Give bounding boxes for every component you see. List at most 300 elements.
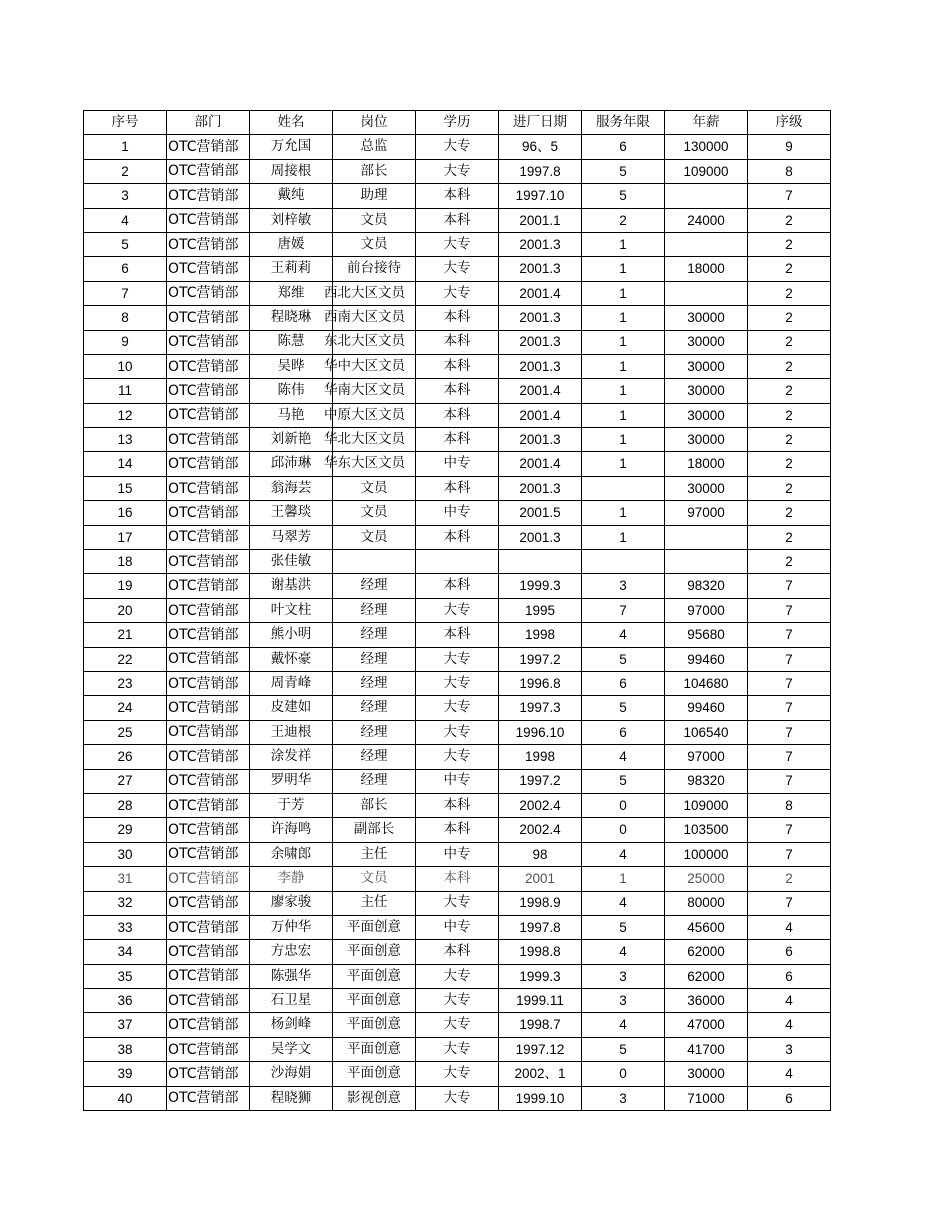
cell-index: 39 (84, 1062, 167, 1086)
cell-index: 28 (84, 793, 167, 817)
cell-education (416, 550, 499, 574)
cell-name: 万允国 (250, 135, 333, 159)
cell-service-years: 1 (582, 354, 665, 378)
cell-service-years: 1 (582, 501, 665, 525)
cell-index: 38 (84, 1037, 167, 1061)
header-grade: 序级 (748, 111, 831, 135)
cell-name: 陈伟 (250, 379, 333, 403)
cell-name: 沙海娟 (250, 1062, 333, 1086)
cell-service-years: 3 (582, 989, 665, 1013)
cell-salary: 130000 (665, 135, 748, 159)
cell-position: 经理 (333, 745, 416, 769)
cell-grade: 4 (748, 1062, 831, 1086)
cell-join-date: 98 (499, 842, 582, 866)
cell-service-years: 0 (582, 818, 665, 842)
cell-department: OTC营销部 (167, 940, 250, 964)
cell-join-date: 1999.3 (499, 964, 582, 988)
cell-education: 本科 (416, 476, 499, 500)
cell-join-date: 2001.3 (499, 428, 582, 452)
cell-grade: 7 (748, 671, 831, 695)
cell-grade: 7 (748, 647, 831, 671)
cell-name: 陈强华 (250, 964, 333, 988)
cell-department: OTC营销部 (167, 330, 250, 354)
cell-salary: 71000 (665, 1086, 748, 1110)
cell-service-years: 3 (582, 574, 665, 598)
cell-service-years: 1 (582, 306, 665, 330)
cell-join-date: 96、5 (499, 135, 582, 159)
cell-salary (665, 232, 748, 256)
cell-department: OTC营销部 (167, 574, 250, 598)
cell-join-date: 2001.1 (499, 208, 582, 232)
cell-name: 周青峰 (250, 671, 333, 695)
cell-education: 中专 (416, 501, 499, 525)
cell-education: 本科 (416, 184, 499, 208)
cell-name: 余啸郎 (250, 842, 333, 866)
cell-department: OTC营销部 (167, 208, 250, 232)
cell-department: OTC营销部 (167, 989, 250, 1013)
cell-index: 4 (84, 208, 167, 232)
cell-salary: 24000 (665, 208, 748, 232)
cell-education: 本科 (416, 306, 499, 330)
cell-service-years: 5 (582, 184, 665, 208)
header-department: 部门 (167, 111, 250, 135)
cell-department: OTC营销部 (167, 818, 250, 842)
cell-service-years: 4 (582, 891, 665, 915)
cell-position: 西北大区文员 (333, 281, 416, 305)
cell-education: 本科 (416, 208, 499, 232)
table-row (84, 647, 831, 671)
cell-salary: 95680 (665, 623, 748, 647)
cell-position: 西南大区文员 (333, 306, 416, 330)
cell-service-years: 4 (582, 1013, 665, 1037)
cell-salary: 99460 (665, 647, 748, 671)
cell-join-date: 1996.8 (499, 671, 582, 695)
cell-service-years: 1 (582, 525, 665, 549)
cell-name: 叶文柱 (250, 598, 333, 622)
cell-salary: 30000 (665, 403, 748, 427)
cell-department: OTC营销部 (167, 696, 250, 720)
cell-grade: 9 (748, 135, 831, 159)
cell-join-date: 2002.4 (499, 793, 582, 817)
cell-department: OTC营销部 (167, 257, 250, 281)
cell-join-date: 1997.2 (499, 647, 582, 671)
cell-grade: 2 (748, 330, 831, 354)
cell-index: 36 (84, 989, 167, 1013)
cell-position: 经理 (333, 696, 416, 720)
cell-position: 助理 (333, 184, 416, 208)
cell-salary: 47000 (665, 1013, 748, 1037)
cell-education: 本科 (416, 574, 499, 598)
cell-name: 杨剑峰 (250, 1013, 333, 1037)
cell-position: 影视创意 (333, 1086, 416, 1110)
table-row (84, 379, 831, 403)
cell-grade: 6 (748, 940, 831, 964)
cell-index: 13 (84, 428, 167, 452)
cell-service-years: 3 (582, 964, 665, 988)
cell-salary: 109000 (665, 159, 748, 183)
cell-join-date: 2001.5 (499, 501, 582, 525)
header-salary: 年薪 (665, 111, 748, 135)
cell-index: 31 (84, 867, 167, 891)
cell-join-date: 2001.3 (499, 257, 582, 281)
cell-join-date: 2001.4 (499, 281, 582, 305)
cell-education: 大专 (416, 671, 499, 695)
table-row (84, 159, 831, 183)
cell-index: 11 (84, 379, 167, 403)
table-row (84, 208, 831, 232)
cell-department: OTC营销部 (167, 403, 250, 427)
cell-position: 平面创意 (333, 1013, 416, 1037)
cell-name: 程晓琳 (250, 306, 333, 330)
cell-grade: 2 (748, 281, 831, 305)
cell-service-years (582, 550, 665, 574)
cell-department: OTC营销部 (167, 550, 250, 574)
cell-position (333, 550, 416, 574)
cell-salary: 30000 (665, 354, 748, 378)
cell-salary: 30000 (665, 330, 748, 354)
cell-grade: 7 (748, 598, 831, 622)
cell-department: OTC营销部 (167, 476, 250, 500)
table-row (84, 940, 831, 964)
cell-department: OTC营销部 (167, 232, 250, 256)
cell-index: 3 (84, 184, 167, 208)
cell-position: 文员 (333, 501, 416, 525)
cell-position: 主任 (333, 891, 416, 915)
cell-service-years: 5 (582, 915, 665, 939)
cell-join-date: 1996.10 (499, 720, 582, 744)
cell-index: 25 (84, 720, 167, 744)
cell-education: 本科 (416, 525, 499, 549)
cell-join-date (499, 550, 582, 574)
cell-join-date: 2001.3 (499, 330, 582, 354)
cell-name: 李静 (250, 867, 333, 891)
cell-grade: 7 (748, 745, 831, 769)
cell-index: 5 (84, 232, 167, 256)
cell-position: 经理 (333, 598, 416, 622)
cell-index: 17 (84, 525, 167, 549)
cell-service-years: 6 (582, 671, 665, 695)
cell-index: 26 (84, 745, 167, 769)
cell-department: OTC营销部 (167, 306, 250, 330)
cell-position: 总监 (333, 135, 416, 159)
cell-service-years: 5 (582, 1037, 665, 1061)
cell-index: 1 (84, 135, 167, 159)
cell-position: 华中大区文员 (333, 354, 416, 378)
cell-position: 文员 (333, 867, 416, 891)
cell-education: 本科 (416, 940, 499, 964)
cell-index: 10 (84, 354, 167, 378)
cell-join-date: 1998.7 (499, 1013, 582, 1037)
cell-service-years: 0 (582, 1062, 665, 1086)
table-row (84, 476, 831, 500)
cell-department: OTC营销部 (167, 281, 250, 305)
cell-department: OTC营销部 (167, 647, 250, 671)
cell-grade: 2 (748, 354, 831, 378)
cell-service-years: 2 (582, 208, 665, 232)
table-row (84, 867, 831, 891)
cell-salary (665, 525, 748, 549)
cell-index: 29 (84, 818, 167, 842)
cell-name: 程晓狮 (250, 1086, 333, 1110)
cell-education: 大专 (416, 989, 499, 1013)
cell-grade: 8 (748, 793, 831, 817)
cell-position: 经理 (333, 574, 416, 598)
cell-salary (665, 184, 748, 208)
cell-position: 主任 (333, 842, 416, 866)
cell-grade: 2 (748, 452, 831, 476)
cell-service-years: 5 (582, 159, 665, 183)
cell-position: 平面创意 (333, 989, 416, 1013)
cell-index: 37 (84, 1013, 167, 1037)
cell-join-date: 1999.3 (499, 574, 582, 598)
cell-education: 大专 (416, 745, 499, 769)
table-row (84, 428, 831, 452)
cell-department: OTC营销部 (167, 428, 250, 452)
table-row (84, 696, 831, 720)
cell-grade: 7 (748, 574, 831, 598)
cell-salary: 97000 (665, 598, 748, 622)
cell-name: 翁海芸 (250, 476, 333, 500)
cell-position: 东北大区文员 (333, 330, 416, 354)
cell-index: 33 (84, 915, 167, 939)
table-row (84, 720, 831, 744)
cell-join-date: 1998.9 (499, 891, 582, 915)
cell-name: 戴纯 (250, 184, 333, 208)
cell-salary: 30000 (665, 428, 748, 452)
cell-salary: 80000 (665, 891, 748, 915)
cell-index: 9 (84, 330, 167, 354)
table-row (84, 1037, 831, 1061)
cell-education: 本科 (416, 793, 499, 817)
cell-department: OTC营销部 (167, 1013, 250, 1037)
cell-salary (665, 281, 748, 305)
cell-join-date: 1999.10 (499, 1086, 582, 1110)
cell-grade: 2 (748, 867, 831, 891)
cell-salary (665, 550, 748, 574)
cell-service-years: 6 (582, 720, 665, 744)
cell-join-date: 1995 (499, 598, 582, 622)
cell-position: 中原大区文员 (333, 403, 416, 427)
cell-grade: 7 (748, 720, 831, 744)
table-row (84, 671, 831, 695)
cell-name: 吴学文 (250, 1037, 333, 1061)
cell-join-date: 2001.3 (499, 476, 582, 500)
cell-join-date: 2002.4 (499, 818, 582, 842)
cell-join-date: 2001.4 (499, 379, 582, 403)
cell-department: OTC营销部 (167, 1086, 250, 1110)
cell-index: 7 (84, 281, 167, 305)
cell-join-date: 2001.3 (499, 354, 582, 378)
cell-position: 平面创意 (333, 1037, 416, 1061)
cell-grade: 8 (748, 159, 831, 183)
cell-position: 华南大区文员 (333, 379, 416, 403)
cell-position: 华东大区文员 (333, 452, 416, 476)
header-index: 序号 (84, 111, 167, 135)
cell-position: 经理 (333, 647, 416, 671)
table-row (84, 574, 831, 598)
cell-education: 本科 (416, 623, 499, 647)
cell-grade: 6 (748, 964, 831, 988)
cell-index: 24 (84, 696, 167, 720)
cell-grade: 4 (748, 1013, 831, 1037)
cell-department: OTC营销部 (167, 867, 250, 891)
cell-department: OTC营销部 (167, 501, 250, 525)
cell-education: 大专 (416, 135, 499, 159)
header-position: 岗位 (333, 111, 416, 135)
table-row (84, 525, 831, 549)
table-row (84, 989, 831, 1013)
cell-position: 经理 (333, 769, 416, 793)
cell-join-date: 1999.11 (499, 989, 582, 1013)
cell-name: 王迪根 (250, 720, 333, 744)
cell-department: OTC营销部 (167, 745, 250, 769)
cell-salary: 103500 (665, 818, 748, 842)
cell-education: 大专 (416, 964, 499, 988)
cell-salary: 109000 (665, 793, 748, 817)
cell-position: 华北大区文员 (333, 428, 416, 452)
cell-position: 文员 (333, 208, 416, 232)
cell-department: OTC营销部 (167, 598, 250, 622)
cell-join-date: 2001.3 (499, 525, 582, 549)
cell-department: OTC营销部 (167, 891, 250, 915)
cell-index: 27 (84, 769, 167, 793)
cell-index: 19 (84, 574, 167, 598)
table-row (84, 135, 831, 159)
header-name: 姓名 (250, 111, 333, 135)
cell-name: 邱沛琳 (250, 452, 333, 476)
cell-index: 23 (84, 671, 167, 695)
cell-grade: 2 (748, 550, 831, 574)
cell-salary: 97000 (665, 501, 748, 525)
cell-service-years: 3 (582, 1086, 665, 1110)
cell-position: 经理 (333, 671, 416, 695)
cell-join-date: 2001.3 (499, 306, 582, 330)
cell-grade: 7 (748, 696, 831, 720)
cell-education: 大专 (416, 257, 499, 281)
cell-join-date: 1997.2 (499, 769, 582, 793)
table-row (84, 501, 831, 525)
cell-service-years: 1 (582, 403, 665, 427)
cell-name: 许海鸣 (250, 818, 333, 842)
cell-salary: 41700 (665, 1037, 748, 1061)
cell-name: 于芳 (250, 793, 333, 817)
cell-salary: 98320 (665, 574, 748, 598)
cell-join-date: 2001.4 (499, 452, 582, 476)
cell-department: OTC营销部 (167, 184, 250, 208)
table-row (84, 184, 831, 208)
table-row (84, 1013, 831, 1037)
cell-service-years: 0 (582, 793, 665, 817)
cell-name: 马艳 (250, 403, 333, 427)
cell-education: 本科 (416, 330, 499, 354)
table-row (84, 598, 831, 622)
cell-position: 平面创意 (333, 915, 416, 939)
cell-service-years: 4 (582, 623, 665, 647)
header-education: 学历 (416, 111, 499, 135)
table-row (84, 745, 831, 769)
table-row (84, 891, 831, 915)
cell-position: 副部长 (333, 818, 416, 842)
table-row (84, 306, 831, 330)
cell-position: 文员 (333, 525, 416, 549)
cell-name: 张佳敏 (250, 550, 333, 574)
cell-education: 大专 (416, 1086, 499, 1110)
cell-service-years: 1 (582, 232, 665, 256)
cell-grade: 7 (748, 769, 831, 793)
cell-department: OTC营销部 (167, 842, 250, 866)
table-row (84, 769, 831, 793)
cell-position: 文员 (333, 232, 416, 256)
header-join-date: 进厂日期 (499, 111, 582, 135)
cell-position: 文员 (333, 476, 416, 500)
cell-grade: 2 (748, 208, 831, 232)
cell-grade: 2 (748, 525, 831, 549)
cell-education: 本科 (416, 403, 499, 427)
cell-service-years: 5 (582, 647, 665, 671)
cell-join-date: 1998 (499, 745, 582, 769)
cell-name: 石卫星 (250, 989, 333, 1013)
cell-name: 刘梓敏 (250, 208, 333, 232)
cell-department: OTC营销部 (167, 793, 250, 817)
cell-grade: 3 (748, 1037, 831, 1061)
cell-service-years: 1 (582, 330, 665, 354)
cell-index: 22 (84, 647, 167, 671)
cell-index: 16 (84, 501, 167, 525)
cell-position: 部长 (333, 793, 416, 817)
cell-index: 2 (84, 159, 167, 183)
cell-department: OTC营销部 (167, 452, 250, 476)
cell-name: 刘新艳 (250, 428, 333, 452)
cell-salary: 99460 (665, 696, 748, 720)
cell-salary: 30000 (665, 1062, 748, 1086)
cell-join-date: 1998 (499, 623, 582, 647)
cell-join-date: 2001 (499, 867, 582, 891)
cell-name: 方忠宏 (250, 940, 333, 964)
table-row (84, 232, 831, 256)
cell-education: 本科 (416, 428, 499, 452)
cell-join-date: 1997.3 (499, 696, 582, 720)
cell-service-years: 1 (582, 867, 665, 891)
cell-grade: 7 (748, 842, 831, 866)
cell-education: 本科 (416, 867, 499, 891)
cell-index: 30 (84, 842, 167, 866)
cell-salary: 36000 (665, 989, 748, 1013)
cell-index: 6 (84, 257, 167, 281)
cell-education: 本科 (416, 818, 499, 842)
cell-index: 34 (84, 940, 167, 964)
table-row (84, 550, 831, 574)
cell-grade: 2 (748, 501, 831, 525)
cell-education: 大专 (416, 598, 499, 622)
cell-index: 21 (84, 623, 167, 647)
cell-salary: 98320 (665, 769, 748, 793)
cell-salary: 30000 (665, 476, 748, 500)
table-row (84, 915, 831, 939)
cell-name: 皮建如 (250, 696, 333, 720)
cell-service-years: 1 (582, 281, 665, 305)
cell-service-years: 5 (582, 769, 665, 793)
cell-grade: 2 (748, 232, 831, 256)
cell-education: 中专 (416, 452, 499, 476)
cell-position: 平面创意 (333, 1062, 416, 1086)
table-row (84, 403, 831, 427)
cell-education: 大专 (416, 232, 499, 256)
cell-department: OTC营销部 (167, 354, 250, 378)
cell-name: 马翠芳 (250, 525, 333, 549)
cell-index: 12 (84, 403, 167, 427)
table-row (84, 330, 831, 354)
cell-education: 大专 (416, 647, 499, 671)
